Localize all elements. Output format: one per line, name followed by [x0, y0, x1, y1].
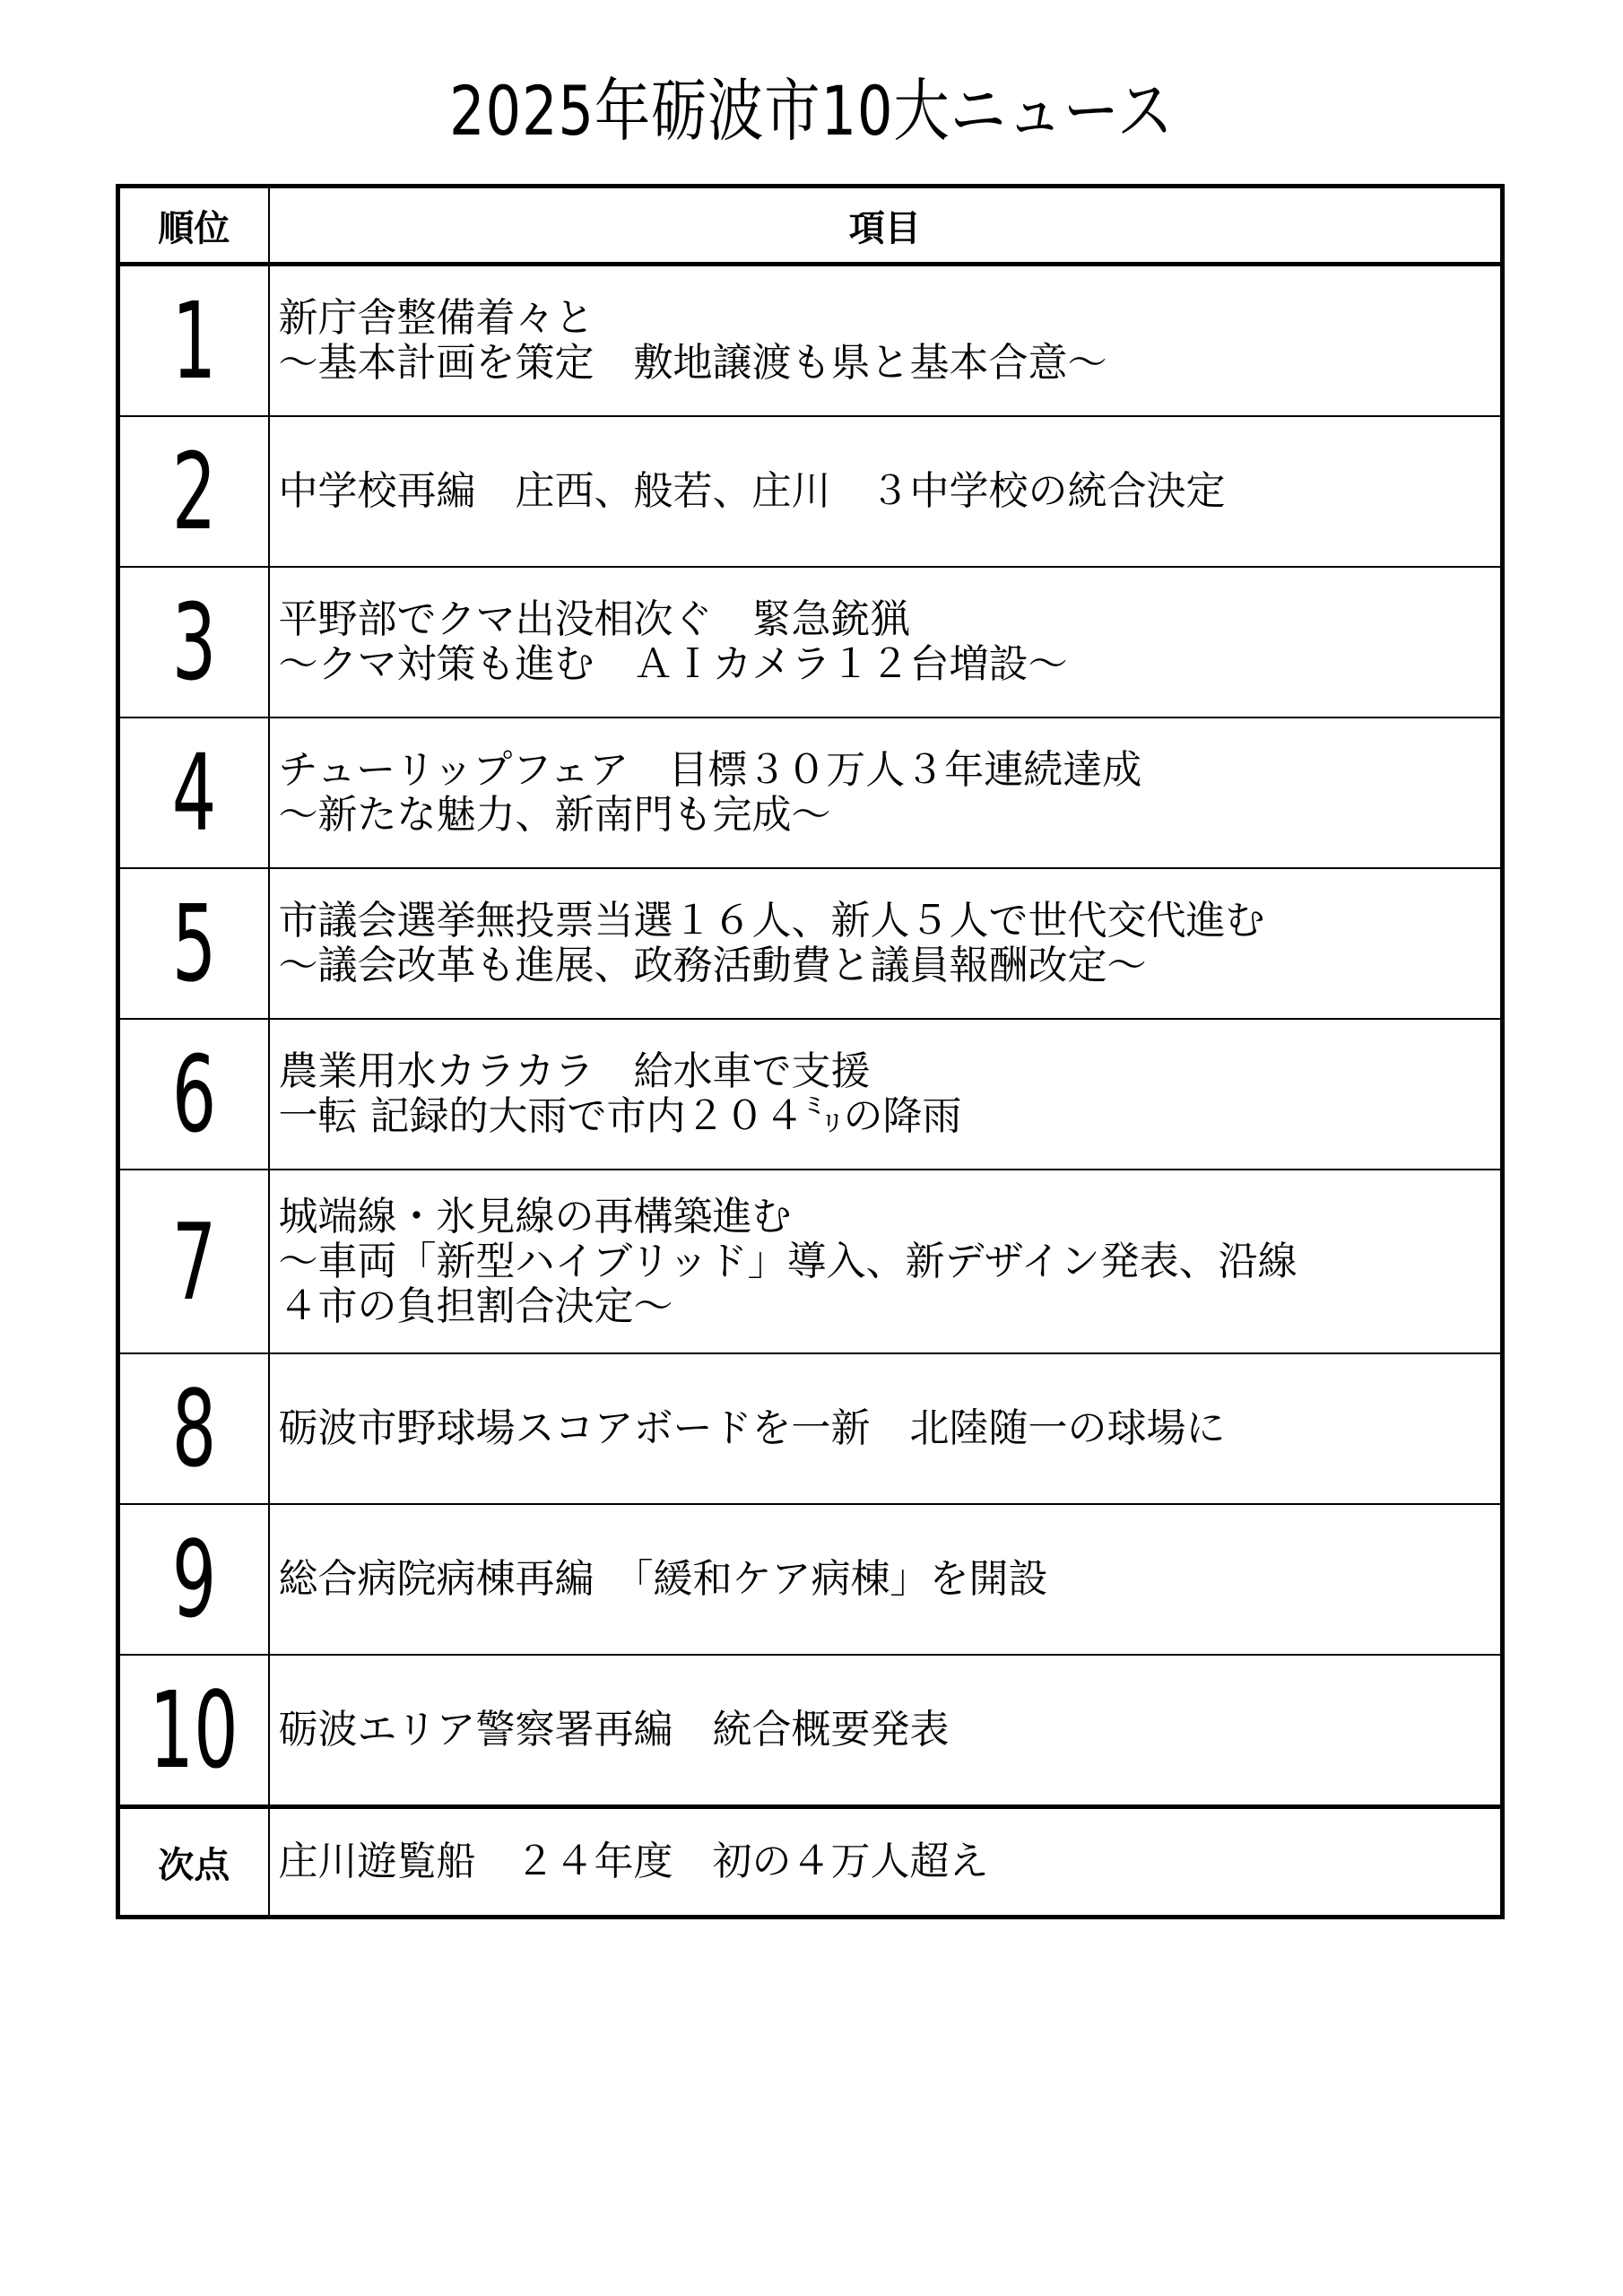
table-header-row — [118, 187, 1503, 265]
item-line: ～基本計画を策定 敷地譲渡も県と基本合意～ — [278, 340, 1107, 386]
table-row — [118, 416, 1503, 567]
rank-number: 2 — [171, 430, 217, 553]
rank-number: 10 — [149, 1668, 239, 1792]
rank-number: 3 — [171, 580, 217, 704]
item-line: ～クマ対策も進む ＡＩカメラ１２台増設～ — [278, 641, 1068, 687]
runner-up-row — [118, 1807, 1503, 1918]
rank-cell — [118, 1655, 269, 1807]
rank-cell — [118, 1170, 269, 1353]
item-line: ～車両「新型ハイブリッド」導入、新デザイン発表、沿線 — [278, 1238, 1298, 1284]
item-line: 城端線・氷見線の再構築進む — [278, 1193, 792, 1239]
item-line: ～新たな魅力、新南門も完成～ — [278, 792, 831, 838]
rank-number: 4 — [171, 731, 217, 855]
table-row — [118, 265, 1503, 417]
item-cell — [269, 718, 1503, 868]
rank-cell — [118, 265, 269, 417]
rank-cell — [118, 718, 269, 868]
runner-up-label: 次点 — [118, 1807, 269, 1918]
table-row — [118, 567, 1503, 718]
item-line: 市議会選挙無投票当選１６人、新人５人で世代交代進む — [278, 898, 1265, 944]
item-cell — [269, 1504, 1503, 1655]
item-line: 一転 記録的大雨で市内２０４㍉の降雨 — [278, 1093, 962, 1139]
table-row — [118, 1170, 1503, 1353]
table-row — [118, 1019, 1503, 1170]
item-cell — [269, 567, 1503, 718]
item-line: 砺波エリア警察署再編 統合概要発表 — [278, 1707, 950, 1752]
rank-number: 1 — [171, 279, 217, 403]
item-line: 平野部でクマ出没相次ぐ 緊急銃猟 — [278, 596, 910, 642]
item-line: ４市の負担割合決定～ — [278, 1283, 673, 1329]
item-line: 新庁舎整備着々と — [278, 295, 595, 341]
item-line: 農業用水カラカラ 給水車で支援 — [278, 1048, 871, 1094]
item-line: チューリップフェア 目標３０万人３年連続達成 — [278, 747, 1142, 793]
table-row — [118, 1353, 1503, 1504]
item-header: 項目 — [269, 187, 1503, 265]
rank-cell — [118, 868, 269, 1019]
item-cell — [269, 1019, 1503, 1170]
item-line: 総合病院病棟再編 「緩和ケア病棟」を開設 — [278, 1556, 1048, 1602]
item-cell — [269, 1655, 1503, 1807]
item-cell — [269, 265, 1503, 417]
rank-cell — [118, 416, 269, 567]
rank-cell — [118, 1019, 269, 1170]
item-cell — [269, 868, 1503, 1019]
rank-cell — [118, 567, 269, 718]
item-line: 中学校再編 庄西、般若、庄川 ３中学校の統合決定 — [278, 468, 1226, 514]
rank-header: 順位 — [118, 187, 269, 265]
item-line: ～議会改革も進展、政務活動費と議員報酬改定～ — [278, 943, 1147, 988]
item-cell — [269, 1170, 1503, 1353]
news-table — [116, 184, 1505, 1919]
rank-number: 8 — [171, 1367, 217, 1491]
rank-cell — [118, 1353, 269, 1504]
table-row — [118, 868, 1503, 1019]
rank-number: 9 — [171, 1518, 217, 1641]
table-row — [118, 1655, 1503, 1807]
rank-cell — [118, 1504, 269, 1655]
table-row — [118, 718, 1503, 868]
runner-up-text: 庄川遊覧船 ２４年度 初の４万人超え — [269, 1807, 1503, 1918]
item-cell — [269, 416, 1503, 567]
table-row — [118, 1504, 1503, 1655]
page-title: 2025年砺波市10大ニュース — [449, 71, 1174, 151]
rank-number: 6 — [171, 1032, 217, 1156]
item-line: 砺波市野球場スコアボードを一新 北陸随一の球場に — [278, 1405, 1226, 1451]
item-cell — [269, 1353, 1503, 1504]
rank-number: 5 — [171, 882, 217, 1005]
rank-number: 7 — [171, 1199, 217, 1324]
